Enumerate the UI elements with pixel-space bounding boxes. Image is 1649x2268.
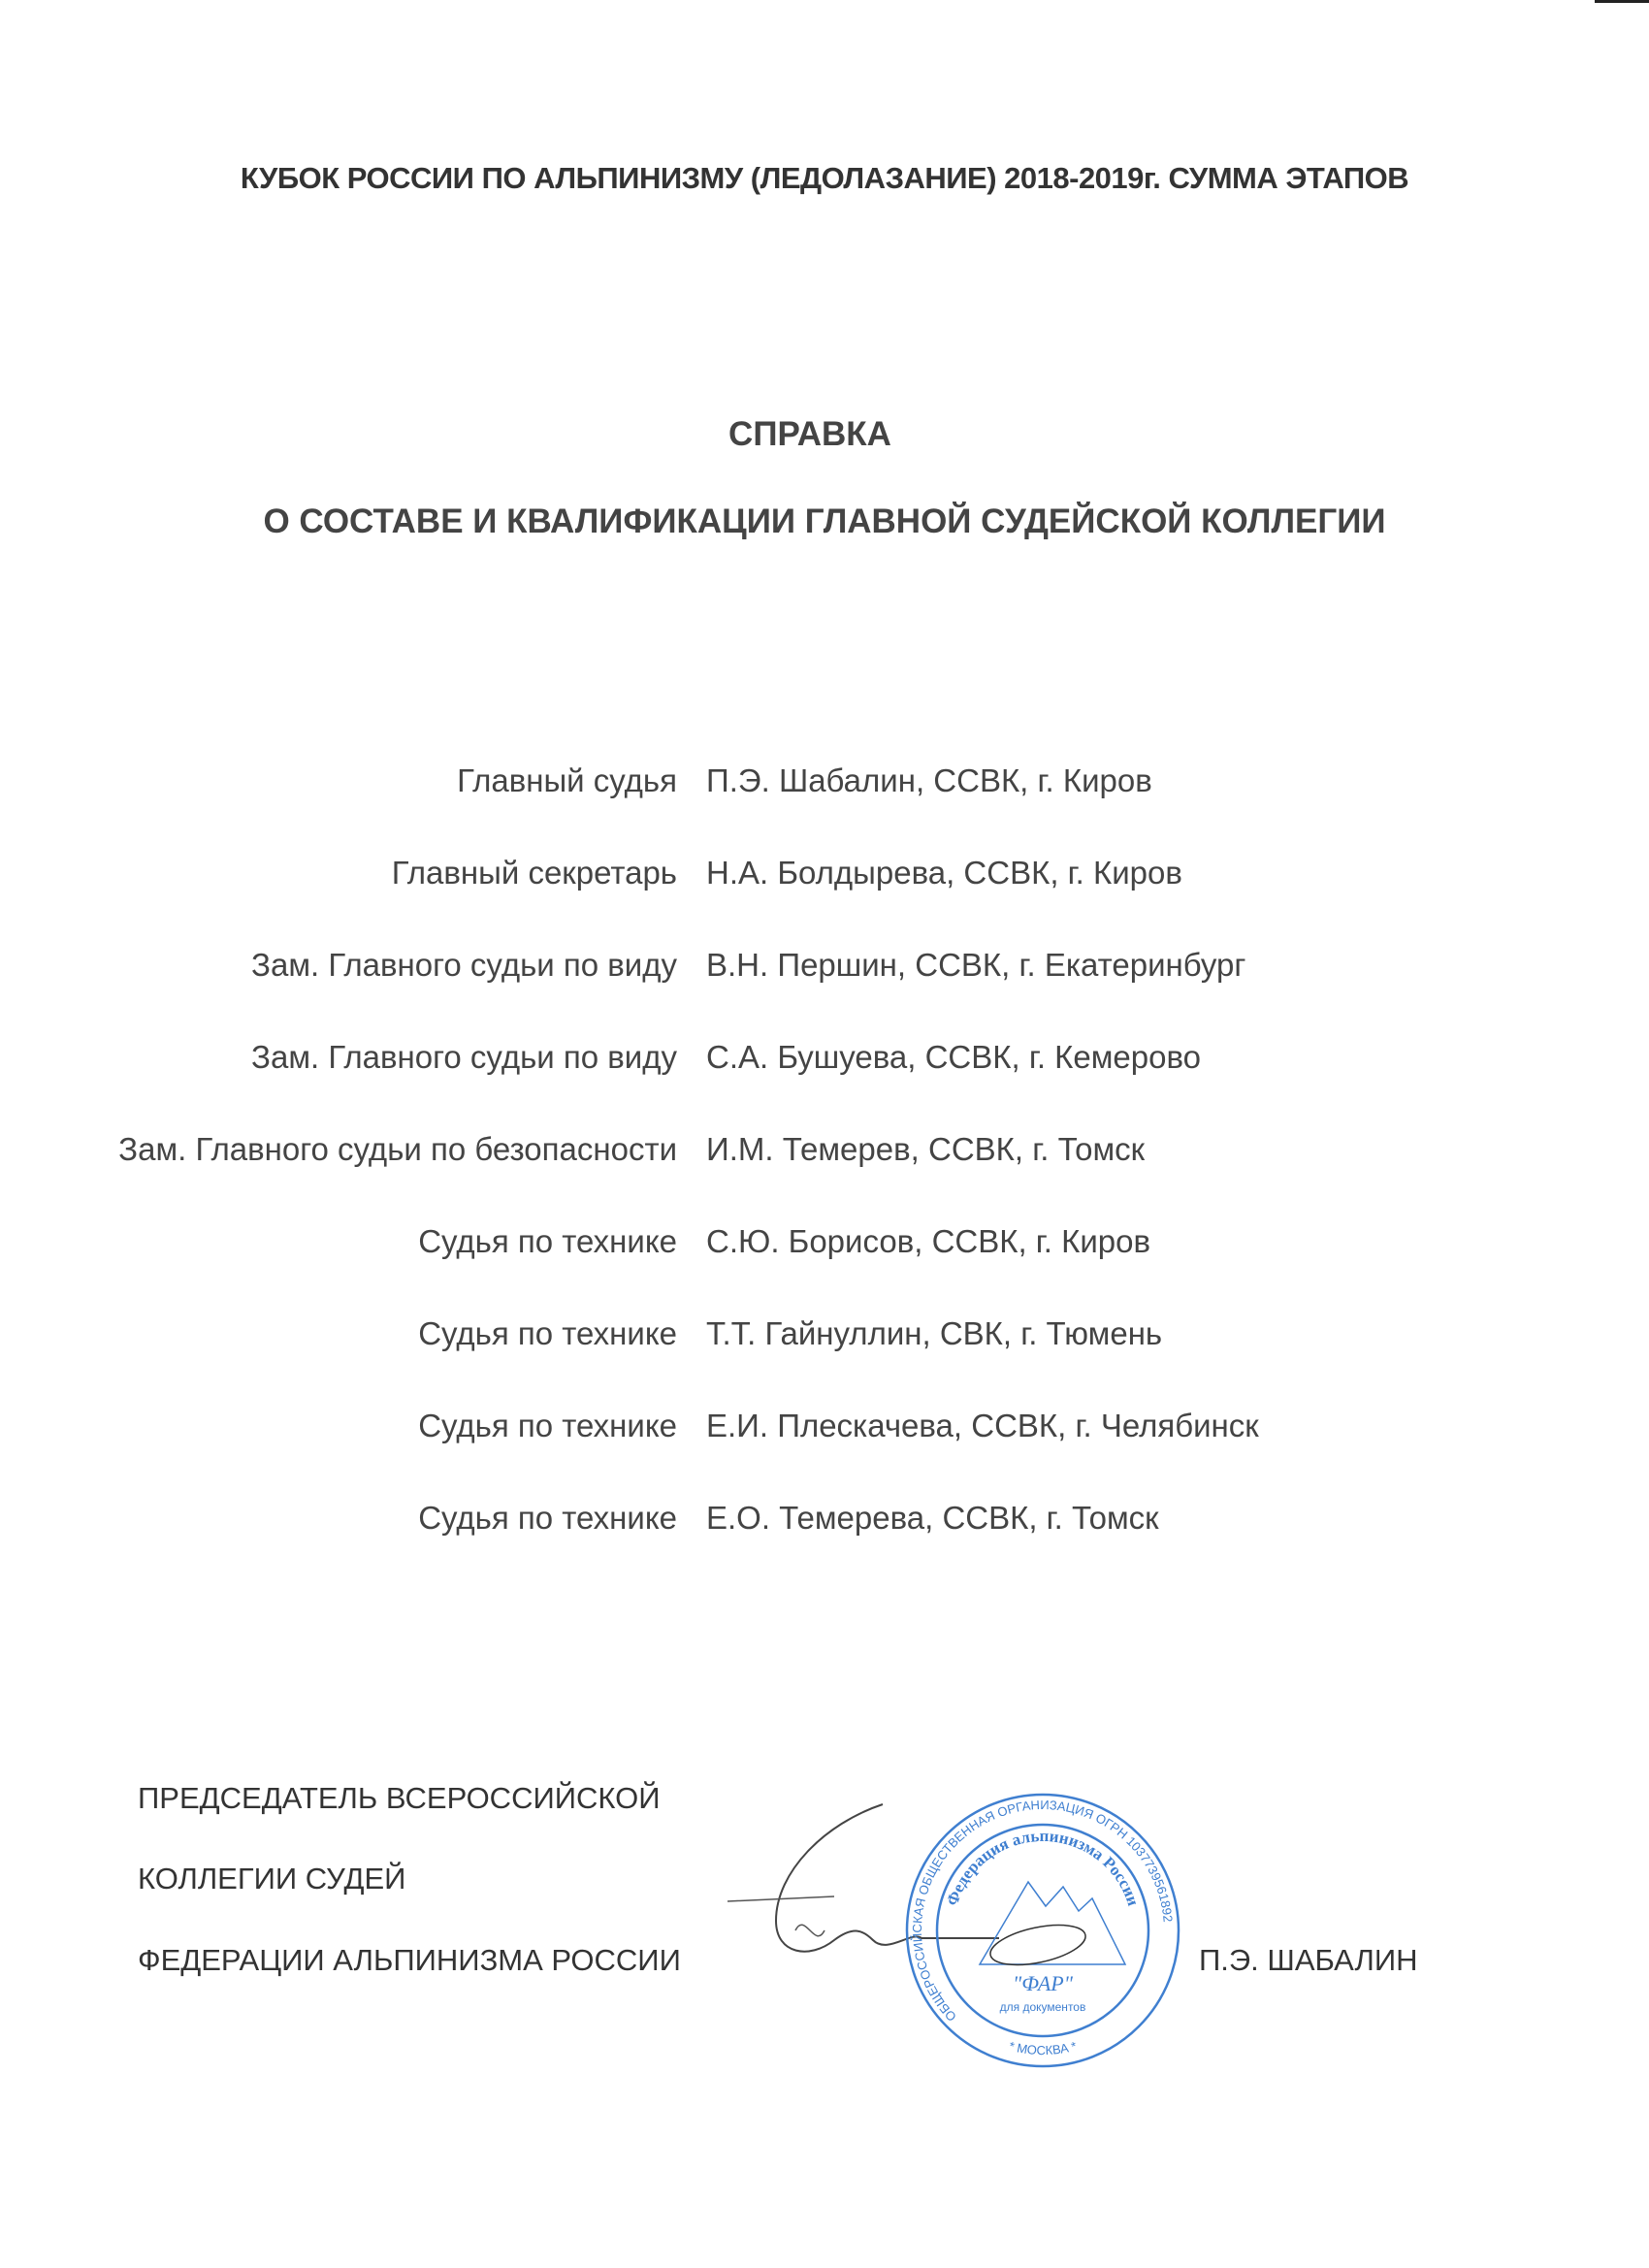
person-value: Е.И. Плескачева, ССВК, г. Челябинск xyxy=(706,1408,1259,1443)
role-label: Зам. Главного судьи по виду xyxy=(251,947,677,983)
scan-edge-mark xyxy=(1595,0,1649,3)
footer-line-2: КОЛЛЕГИИ СУДЕЙ xyxy=(138,1862,406,1895)
person-value: С.Ю. Борисов, ССВК, г. Киров xyxy=(706,1223,1151,1259)
document-title: СПРАВКА xyxy=(728,415,891,453)
role-label: Главный секретарь xyxy=(391,855,677,891)
document-subtitle: О СОСТАВЕ И КВАЛИФИКАЦИИ ГЛАВНОЙ СУДЕЙСКОЙ КОЛЛЕГИИ xyxy=(263,502,1386,540)
person-value: С.А. Бушуева, ССВК, г. Кемерово xyxy=(706,1039,1202,1075)
seal-outer-text: ОБЩЕРОССИЙСКАЯ ОБЩЕСТВЕННАЯ ОРГАНИЗАЦИЯ ОГРН 1037739561892 xyxy=(909,1797,1176,2025)
person-value: П.Э. Шабалин, ССВК, г. Киров xyxy=(706,762,1152,798)
role-label: Судья по технике xyxy=(418,1315,677,1351)
role-label: Судья по технике xyxy=(418,1500,677,1536)
role-label: Главный судья xyxy=(457,762,677,798)
person-value: Е.О. Темерева, ССВК, г. Томск xyxy=(706,1500,1159,1536)
panel-row xyxy=(0,947,1649,1039)
footer-line-1: ПРЕДСЕДАТЕЛЬ ВСЕРОССИЙСКОЙ xyxy=(138,1781,661,1815)
person-value: В.Н. Першин, ССВК, г. Екатеринбург xyxy=(706,947,1246,983)
seal-bottom-text: * МОСКВА * xyxy=(1007,2038,1079,2058)
seal-logo-text: "ФАР" xyxy=(1013,1971,1073,1995)
panel-list xyxy=(0,762,1649,1592)
header-title: КУБОК РОССИИ ПО АЛЬПИНИЗМУ (ЛЕДОЛАЗАНИЕ) 2018-2019г. СУММА ЭТАПОВ xyxy=(240,161,1409,195)
panel-row xyxy=(0,1223,1649,1315)
person-value: Н.А. Болдырева, ССВК, г. Киров xyxy=(706,855,1182,891)
role-label: Зам. Главного судьи по виду xyxy=(251,1039,677,1075)
panel-row xyxy=(0,1315,1649,1408)
panel-row xyxy=(0,1039,1649,1131)
seal-note: для документов xyxy=(999,2000,1086,2014)
panel-row xyxy=(0,1408,1649,1500)
footer-line-3: ФЕДЕРАЦИИ АЛЬПИНИЗМА РОССИИ xyxy=(138,1943,681,1977)
panel-row xyxy=(0,762,1649,855)
panel-row xyxy=(0,855,1649,947)
role-label: Судья по технике xyxy=(418,1408,677,1443)
role-label: Судья по технике xyxy=(418,1223,677,1259)
person-value: Т.Т. Гайнуллин, СВК, г. Тюмень xyxy=(706,1315,1163,1351)
role-label: Зам. Главного судьи по безопасности xyxy=(118,1131,677,1167)
panel-row xyxy=(0,1500,1649,1592)
seal-inner-text: Федерация альпинизма России xyxy=(942,1826,1144,1909)
person-value: И.М. Темерев, ССВК, г. Томск xyxy=(706,1131,1146,1167)
signer-name: П.Э. ШАБАЛИН xyxy=(1199,1943,1418,1977)
panel-row xyxy=(0,1131,1649,1223)
organization-seal xyxy=(902,1790,1183,2071)
